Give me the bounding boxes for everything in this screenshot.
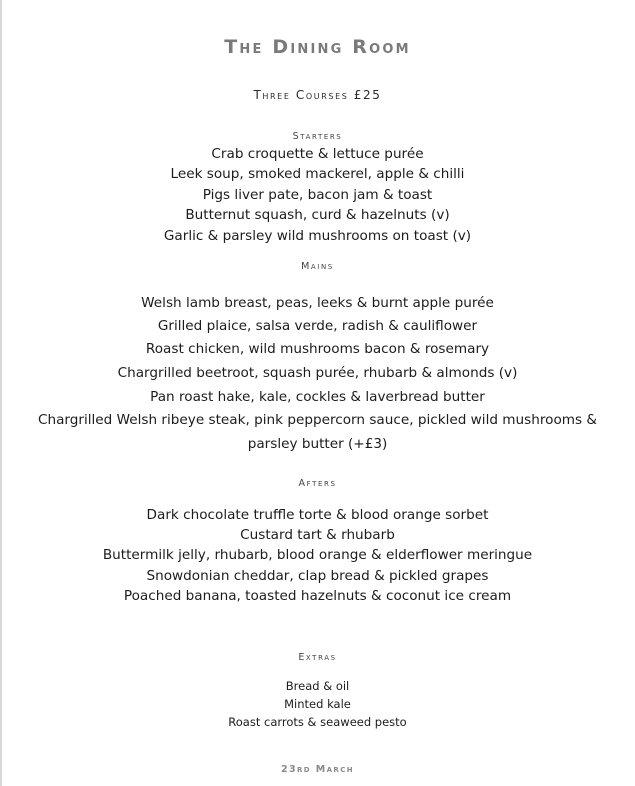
afters-item: Dark chocolate truffle torte & blood orange sorbet <box>146 507 489 523</box>
afters-item: Buttermilk jelly, rhubarb, blood orange & elderflower meringue <box>102 547 533 563</box>
extras-item: Roast carrots & seaweed pesto <box>228 715 407 729</box>
starter-item: Garlic & parsley wild mushrooms on toast (v) <box>163 228 472 244</box>
starter-item: Leek soup, smoked mackerel, apple & chilli <box>170 166 465 182</box>
section-heading-starters: Starters <box>292 131 343 142</box>
afters-item: Custard tart & rhubarb <box>240 527 395 543</box>
starter-item: Crab croquette & lettuce purée <box>211 146 424 162</box>
starter-item: Pigs liver pate, bacon jam & toast <box>202 187 433 203</box>
main-item: Pan roast hake, kale, cockles & laverbread butter <box>150 389 485 405</box>
main-item: Chargrilled Welsh ribeye steak, pink peppercorn sauce, pickled wild mushrooms & <box>37 412 598 428</box>
main-item: Chargrilled beetroot, squash purée, rhubarb & almonds (v) <box>117 365 518 381</box>
main-item: Welsh lamb breast, peas, leeks & burnt apple purée <box>141 295 494 311</box>
menu-date: 23rd March <box>281 764 354 775</box>
main-item: Roast chicken, wild mushrooms bacon & rosemary <box>145 341 490 357</box>
afters-item: Poached banana, toasted hazelnuts & coconut ice cream <box>123 588 512 604</box>
section-heading-extras: Extras <box>298 652 337 663</box>
main-item: Grilled plaice, salsa verde, radish & cauliflower <box>157 318 478 334</box>
main-item-continued: parsley butter (+£3) <box>247 436 388 452</box>
extras-item: Minted kale <box>284 697 351 711</box>
menu-title: The Dining Room <box>224 36 411 58</box>
afters-item: Snowdonian cheddar, clap bread & pickled grapes <box>146 568 489 584</box>
section-heading-mains: Mains <box>301 261 334 272</box>
extras-item: Bread & oil <box>285 679 350 693</box>
starter-item: Butternut squash, curd & hazelnuts (v) <box>185 207 450 223</box>
menu-price: Three Courses £25 <box>253 88 382 102</box>
section-heading-afters: Afters <box>298 478 337 489</box>
